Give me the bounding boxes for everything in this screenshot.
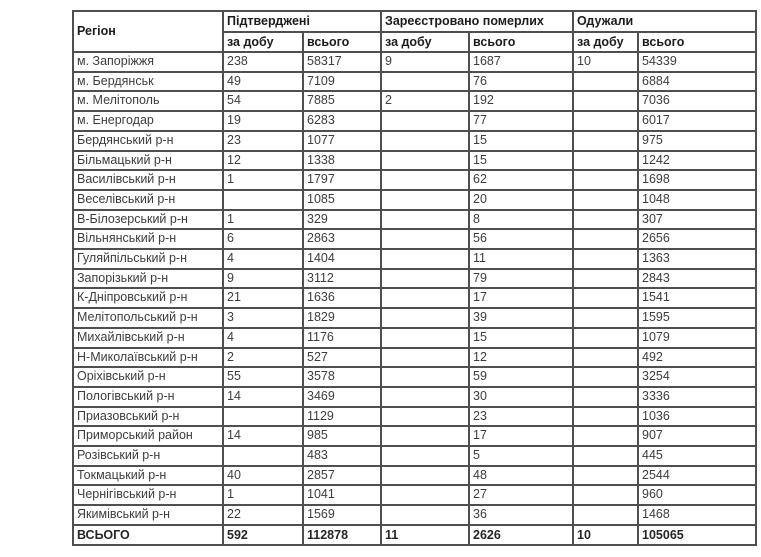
- recovered-total-cell: 975: [638, 131, 756, 151]
- deaths-total-cell: 17: [469, 288, 573, 308]
- confirmed-daily-cell: 19: [223, 111, 303, 131]
- deaths-daily-cell: [381, 170, 469, 190]
- deaths-total-cell: 15: [469, 151, 573, 171]
- recovered-daily-cell: [573, 426, 638, 446]
- confirmed-total-cell: 1041: [303, 485, 381, 505]
- confirmed-daily-cell: 21: [223, 288, 303, 308]
- deaths-daily-cell: 9: [381, 52, 469, 72]
- confirmed-daily-cell: 23: [223, 131, 303, 151]
- deaths-total-cell: 15: [469, 131, 573, 151]
- column-header-region: Регіон: [73, 11, 223, 52]
- recovered-daily-cell: [573, 210, 638, 230]
- recovered-total-cell: 1698: [638, 170, 756, 190]
- deaths-total-cell: 56: [469, 229, 573, 249]
- confirmed-daily-cell: 4: [223, 249, 303, 269]
- total-label-cell: ВСЬОГО: [73, 525, 223, 546]
- table-row: [73, 367, 756, 387]
- recovered-total-cell: 2656: [638, 229, 756, 249]
- recovered-total-cell: 1363: [638, 249, 756, 269]
- total-row: [73, 525, 756, 546]
- recovered-daily-cell: [573, 308, 638, 328]
- region-cell: К-Дніпровський р-н: [73, 288, 223, 308]
- deaths-total-cell: 8: [469, 210, 573, 230]
- recovered-total-cell: 1048: [638, 190, 756, 210]
- table-row: [73, 348, 756, 368]
- recovered-daily-cell: [573, 348, 638, 368]
- deaths-daily-cell: [381, 210, 469, 230]
- confirmed-total-cell: 1338: [303, 151, 381, 171]
- recovered-daily-cell: [573, 485, 638, 505]
- deaths-total-cell: 5: [469, 446, 573, 466]
- region-cell: м. Запоріжжя: [73, 52, 223, 72]
- confirmed-total-cell: 2863: [303, 229, 381, 249]
- confirmed-total-cell: 1085: [303, 190, 381, 210]
- confirmed-daily-cell: 55: [223, 367, 303, 387]
- confirmed-total-cell: 1129: [303, 407, 381, 427]
- confirmed-daily-cell: 54: [223, 91, 303, 111]
- recovered-daily-cell: [573, 288, 638, 308]
- confirmed-daily-cell: 40: [223, 466, 303, 486]
- confirmed-total-cell: 1829: [303, 308, 381, 328]
- recovered-total-cell: 1079: [638, 328, 756, 348]
- confirmed-daily-cell: 1: [223, 485, 303, 505]
- recovered-daily-cell: [573, 407, 638, 427]
- deaths-daily-cell: [381, 505, 469, 525]
- subheader-recovered-daily: за добу: [573, 32, 638, 53]
- table-row: [73, 72, 756, 92]
- recovered-daily-cell: [573, 446, 638, 466]
- recovered-daily-cell: [573, 91, 638, 111]
- deaths-total-cell: 59: [469, 367, 573, 387]
- deaths-total-cell: 17: [469, 426, 573, 446]
- table-row: [73, 269, 756, 289]
- covid-stats-table: [72, 10, 757, 546]
- confirmed-total-cell: 329: [303, 210, 381, 230]
- recovered-total-cell: 1541: [638, 288, 756, 308]
- region-cell: Веселівський р-н: [73, 190, 223, 210]
- table-row: [73, 249, 756, 269]
- deaths-daily-cell: [381, 426, 469, 446]
- confirmed-daily-cell: 12: [223, 151, 303, 171]
- table-row: [73, 387, 756, 407]
- deaths-daily-cell: [381, 348, 469, 368]
- total-deaths-daily-cell: 11: [381, 525, 469, 546]
- deaths-total-cell: 79: [469, 269, 573, 289]
- deaths-daily-cell: [381, 131, 469, 151]
- table-row: [73, 52, 756, 72]
- table-row: [73, 151, 756, 171]
- recovered-daily-cell: [573, 190, 638, 210]
- recovered-total-cell: 6017: [638, 111, 756, 131]
- region-cell: Н-Миколаївський р-н: [73, 348, 223, 368]
- recovered-daily-cell: [573, 229, 638, 249]
- recovered-total-cell: 3336: [638, 387, 756, 407]
- deaths-daily-cell: [381, 328, 469, 348]
- header-row-groups: [73, 11, 756, 32]
- recovered-daily-cell: [573, 170, 638, 190]
- region-cell: Токмацький р-н: [73, 466, 223, 486]
- deaths-daily-cell: [381, 288, 469, 308]
- recovered-daily-cell: [573, 367, 638, 387]
- total-confirmed-total-cell: 112878: [303, 525, 381, 546]
- recovered-daily-cell: 10: [573, 52, 638, 72]
- recovered-daily-cell: [573, 151, 638, 171]
- deaths-total-cell: 48: [469, 466, 573, 486]
- recovered-daily-cell: [573, 131, 638, 151]
- confirmed-daily-cell: 238: [223, 52, 303, 72]
- deaths-daily-cell: [381, 269, 469, 289]
- recovered-total-cell: 907: [638, 426, 756, 446]
- table-row: [73, 328, 756, 348]
- deaths-total-cell: 27: [469, 485, 573, 505]
- deaths-total-cell: 15: [469, 328, 573, 348]
- column-header-confirmed: Підтверджені: [223, 11, 381, 32]
- region-cell: Чернігівський р-н: [73, 485, 223, 505]
- deaths-total-cell: 39: [469, 308, 573, 328]
- recovered-daily-cell: [573, 72, 638, 92]
- recovered-daily-cell: [573, 505, 638, 525]
- recovered-daily-cell: [573, 328, 638, 348]
- deaths-daily-cell: [381, 249, 469, 269]
- recovered-total-cell: 492: [638, 348, 756, 368]
- recovered-daily-cell: [573, 111, 638, 131]
- table-row: [73, 308, 756, 328]
- region-cell: м. Бердянськ: [73, 72, 223, 92]
- deaths-total-cell: 23: [469, 407, 573, 427]
- confirmed-total-cell: 1636: [303, 288, 381, 308]
- recovered-total-cell: 2843: [638, 269, 756, 289]
- deaths-total-cell: 12: [469, 348, 573, 368]
- table-row: [73, 426, 756, 446]
- subheader-confirmed-total: всього: [303, 32, 381, 53]
- region-cell: Вільнянський р-н: [73, 229, 223, 249]
- deaths-total-cell: 77: [469, 111, 573, 131]
- total-recovered-total-cell: 105065: [638, 525, 756, 546]
- region-cell: Оріхівський р-н: [73, 367, 223, 387]
- confirmed-daily-cell: 14: [223, 426, 303, 446]
- region-cell: Мелітопольський р-н: [73, 308, 223, 328]
- table-row: [73, 131, 756, 151]
- deaths-daily-cell: [381, 407, 469, 427]
- deaths-daily-cell: [381, 111, 469, 131]
- subheader-deaths-total: всього: [469, 32, 573, 53]
- recovered-total-cell: 1036: [638, 407, 756, 427]
- column-header-recovered: Одужали: [573, 11, 756, 32]
- deaths-total-cell: 20: [469, 190, 573, 210]
- total-deaths-total-cell: 2626: [469, 525, 573, 546]
- region-cell: Запорізький р-н: [73, 269, 223, 289]
- region-cell: Розівський р-н: [73, 446, 223, 466]
- table-row: [73, 229, 756, 249]
- region-cell: Більмацький р-н: [73, 151, 223, 171]
- confirmed-total-cell: 1404: [303, 249, 381, 269]
- deaths-daily-cell: 2: [381, 91, 469, 111]
- deaths-daily-cell: [381, 190, 469, 210]
- confirmed-daily-cell: 9: [223, 269, 303, 289]
- confirmed-total-cell: 6283: [303, 111, 381, 131]
- confirmed-daily-cell: 2: [223, 348, 303, 368]
- confirmed-total-cell: 1077: [303, 131, 381, 151]
- subheader-deaths-daily: за добу: [381, 32, 469, 53]
- confirmed-total-cell: 58317: [303, 52, 381, 72]
- deaths-daily-cell: [381, 229, 469, 249]
- recovered-daily-cell: [573, 249, 638, 269]
- deaths-total-cell: 36: [469, 505, 573, 525]
- deaths-total-cell: 192: [469, 91, 573, 111]
- recovered-total-cell: 54339: [638, 52, 756, 72]
- confirmed-daily-cell: 49: [223, 72, 303, 92]
- recovered-total-cell: 7036: [638, 91, 756, 111]
- confirmed-daily-cell: 4: [223, 328, 303, 348]
- recovered-total-cell: 1242: [638, 151, 756, 171]
- subheader-confirmed-daily: за добу: [223, 32, 303, 53]
- confirmed-total-cell: 3578: [303, 367, 381, 387]
- region-cell: Михайлівський р-н: [73, 328, 223, 348]
- deaths-daily-cell: [381, 308, 469, 328]
- region-cell: Пологівський р-н: [73, 387, 223, 407]
- confirmed-daily-cell: 1: [223, 170, 303, 190]
- confirmed-daily-cell: 6: [223, 229, 303, 249]
- table-row: [73, 446, 756, 466]
- recovered-total-cell: 445: [638, 446, 756, 466]
- region-cell: Василівський р-н: [73, 170, 223, 190]
- subheader-recovered-total: всього: [638, 32, 756, 53]
- table-row: [73, 91, 756, 111]
- recovered-total-cell: 307: [638, 210, 756, 230]
- recovered-total-cell: 3254: [638, 367, 756, 387]
- region-cell: В-Білозерський р-н: [73, 210, 223, 230]
- confirmed-daily-cell: 14: [223, 387, 303, 407]
- confirmed-daily-cell: 3: [223, 308, 303, 328]
- table-body: [73, 52, 756, 525]
- region-cell: Якимівський р-н: [73, 505, 223, 525]
- recovered-total-cell: 6884: [638, 72, 756, 92]
- region-cell: м. Мелітополь: [73, 91, 223, 111]
- table-row: [73, 466, 756, 486]
- recovered-daily-cell: [573, 269, 638, 289]
- table-row: [73, 210, 756, 230]
- confirmed-daily-cell: [223, 407, 303, 427]
- confirmed-total-cell: 3469: [303, 387, 381, 407]
- region-cell: Гуляйпільський р-н: [73, 249, 223, 269]
- deaths-daily-cell: [381, 151, 469, 171]
- region-cell: Бердянський р-н: [73, 131, 223, 151]
- total-confirmed-daily-cell: 592: [223, 525, 303, 546]
- deaths-total-cell: 76: [469, 72, 573, 92]
- deaths-daily-cell: [381, 387, 469, 407]
- deaths-daily-cell: [381, 446, 469, 466]
- deaths-total-cell: 62: [469, 170, 573, 190]
- table-row: [73, 485, 756, 505]
- total-recovered-daily-cell: 10: [573, 525, 638, 546]
- recovered-daily-cell: [573, 466, 638, 486]
- confirmed-total-cell: 1569: [303, 505, 381, 525]
- confirmed-total-cell: 1176: [303, 328, 381, 348]
- recovered-total-cell: 1595: [638, 308, 756, 328]
- confirmed-daily-cell: [223, 446, 303, 466]
- confirmed-total-cell: 985: [303, 426, 381, 446]
- confirmed-daily-cell: 1: [223, 210, 303, 230]
- confirmed-total-cell: 7885: [303, 91, 381, 111]
- recovered-total-cell: 960: [638, 485, 756, 505]
- confirmed-total-cell: 7109: [303, 72, 381, 92]
- deaths-daily-cell: [381, 367, 469, 387]
- table-row: [73, 407, 756, 427]
- deaths-total-cell: 11: [469, 249, 573, 269]
- column-header-deaths: Зареєстровано померлих: [381, 11, 573, 32]
- recovered-total-cell: 1468: [638, 505, 756, 525]
- deaths-total-cell: 1687: [469, 52, 573, 72]
- recovered-daily-cell: [573, 387, 638, 407]
- table-row: [73, 111, 756, 131]
- confirmed-total-cell: 3112: [303, 269, 381, 289]
- confirmed-total-cell: 527: [303, 348, 381, 368]
- region-cell: Приазовський р-н: [73, 407, 223, 427]
- region-cell: Приморський район: [73, 426, 223, 446]
- deaths-daily-cell: [381, 466, 469, 486]
- region-cell: м. Енергодар: [73, 111, 223, 131]
- deaths-daily-cell: [381, 72, 469, 92]
- table-row: [73, 505, 756, 525]
- confirmed-daily-cell: [223, 190, 303, 210]
- confirmed-total-cell: 1797: [303, 170, 381, 190]
- table-row: [73, 288, 756, 308]
- recovered-total-cell: 2544: [638, 466, 756, 486]
- table-row: [73, 190, 756, 210]
- confirmed-total-cell: 483: [303, 446, 381, 466]
- deaths-total-cell: 30: [469, 387, 573, 407]
- table-row: [73, 170, 756, 190]
- confirmed-total-cell: 2857: [303, 466, 381, 486]
- deaths-daily-cell: [381, 485, 469, 505]
- confirmed-daily-cell: 22: [223, 505, 303, 525]
